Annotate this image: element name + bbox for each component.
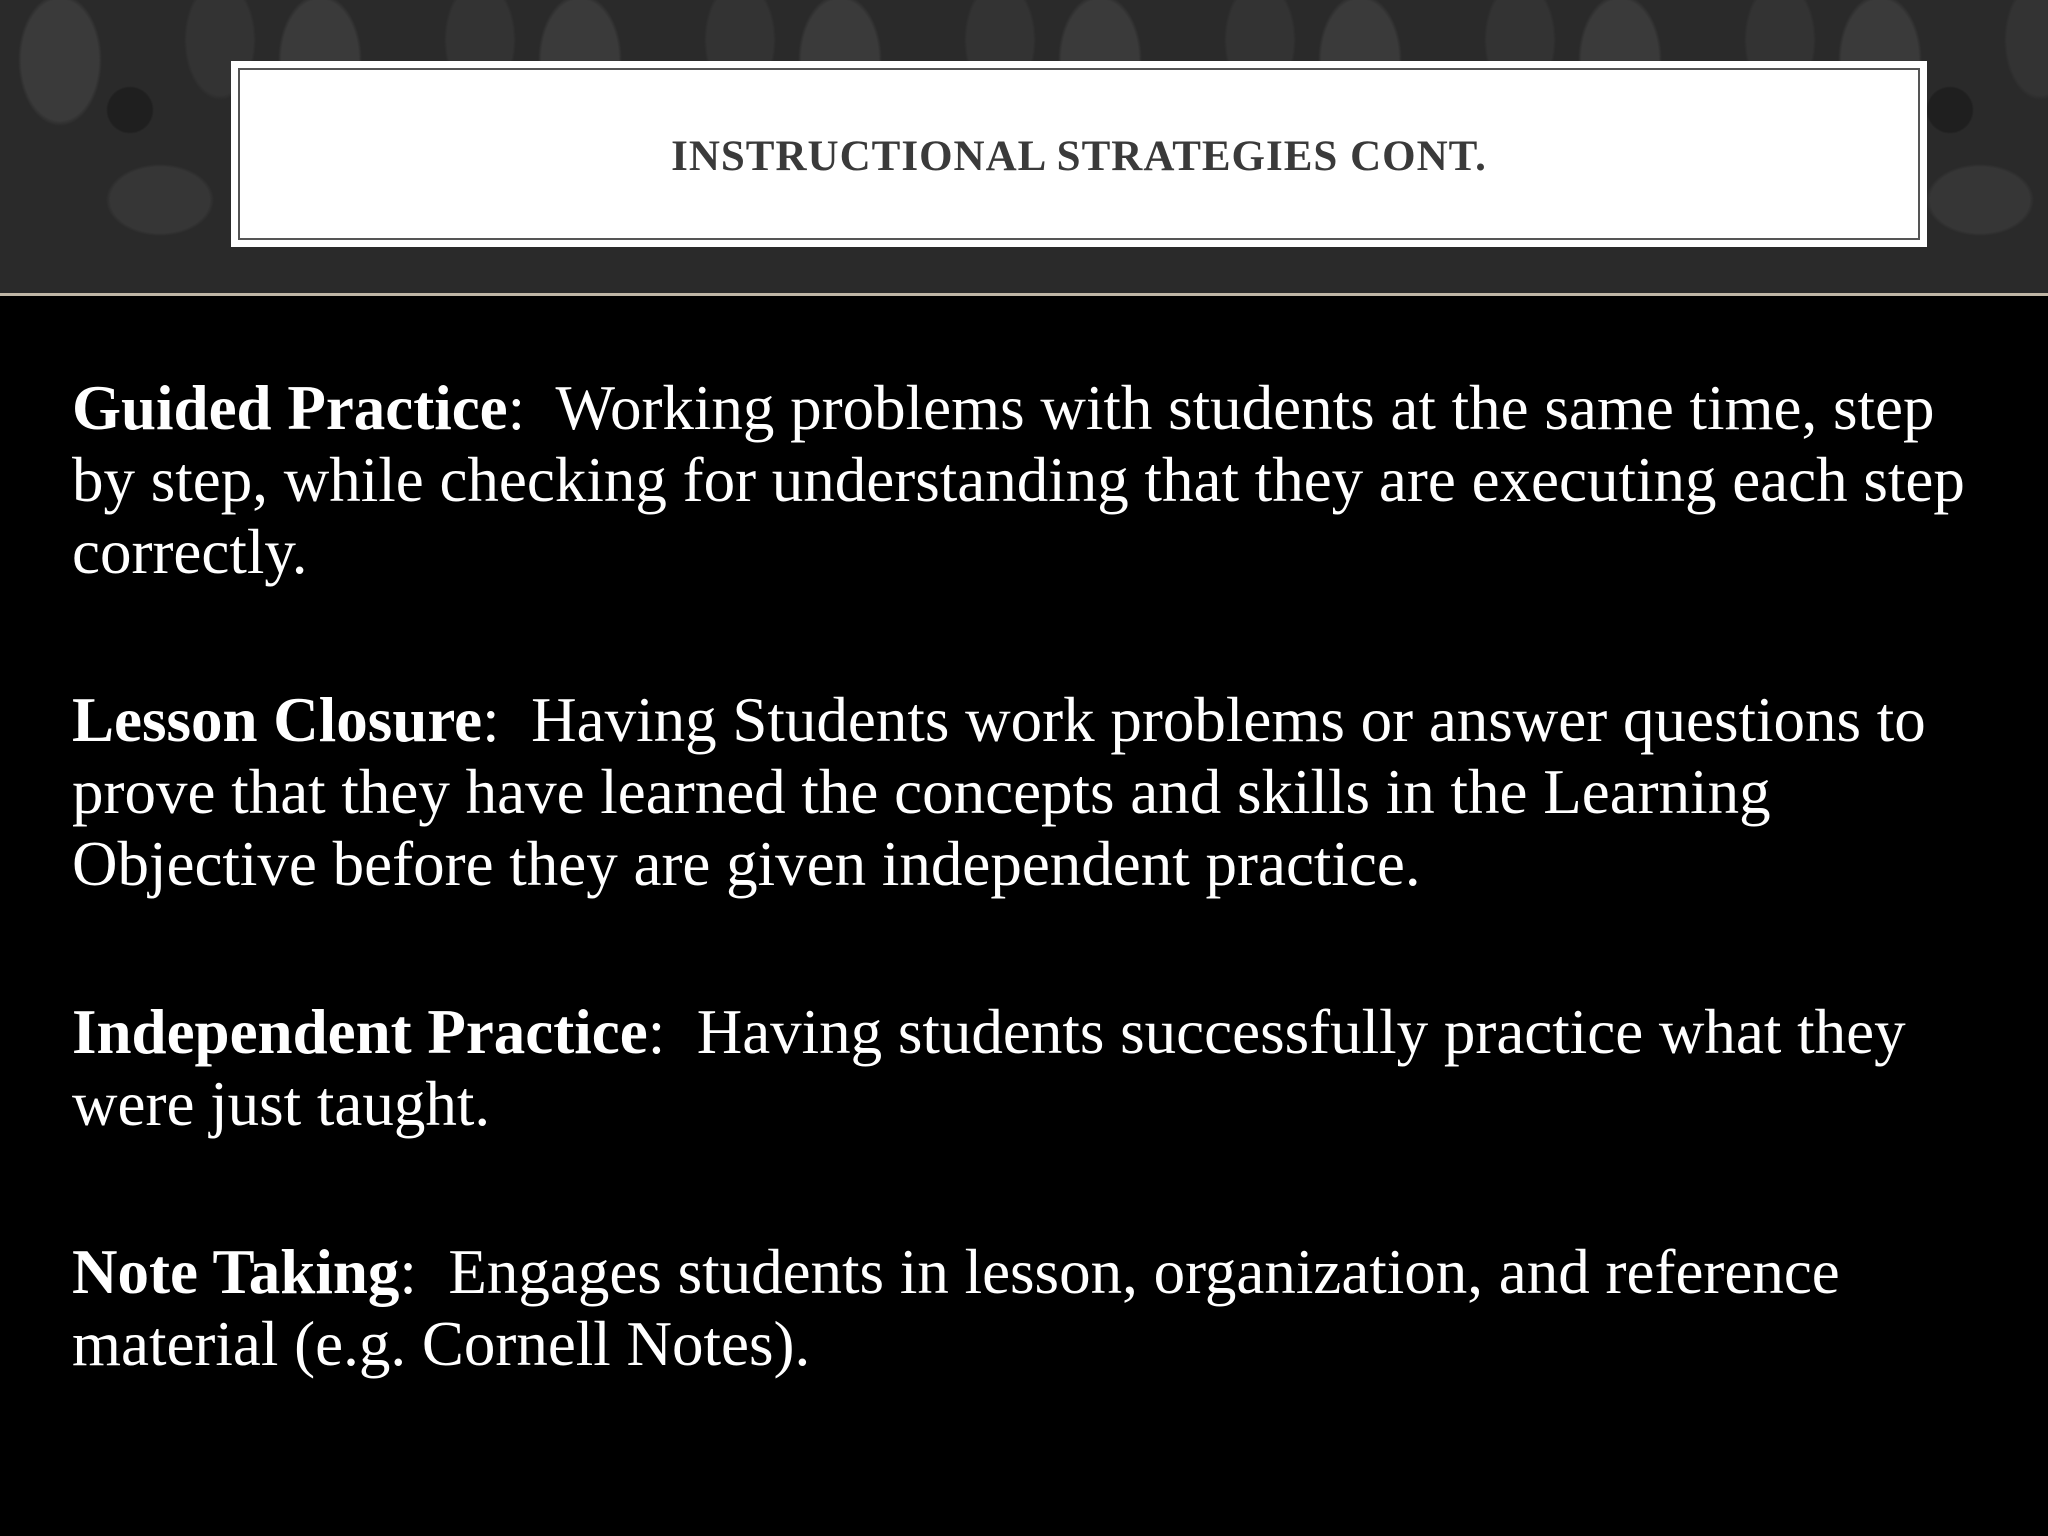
definition-guided-practice: Working problems with students at the same time, step by step, while checking for understanding that they are executing each step correctly. — [72, 373, 1965, 587]
slide-body — [72, 372, 1992, 1380]
item-guided-practice — [72, 372, 1992, 588]
definition-independent-practice: Having students successfully practice what they were just taught. — [72, 997, 1906, 1139]
header-damask-band — [0, 0, 2048, 296]
separator: : — [399, 1237, 449, 1307]
item-lesson-closure — [72, 684, 1992, 900]
term-lesson-closure: Lesson Closure — [72, 685, 483, 755]
term-independent-practice: Independent Practice — [72, 997, 648, 1067]
term-guided-practice: Guided Practice — [72, 373, 508, 443]
separator: : — [482, 685, 532, 755]
definition-lesson-closure: Having Students work problems or answer questions to prove that they have learned the concepts and skills in the Learning Objective before they are given independent practice. — [72, 685, 1926, 899]
title-box — [231, 61, 1927, 247]
term-note-taking: Note Taking — [72, 1237, 400, 1307]
separator: : — [647, 997, 697, 1067]
definition-note-taking: Engages students in lesson, organization, and reference material (e.g. Cornell Notes). — [72, 1237, 1840, 1379]
item-independent-practice — [72, 996, 1992, 1140]
slide-title: INSTRUCTIONAL STRATEGIES CONT. — [671, 132, 1487, 180]
item-note-taking — [72, 1236, 1992, 1380]
separator: : — [507, 373, 556, 443]
